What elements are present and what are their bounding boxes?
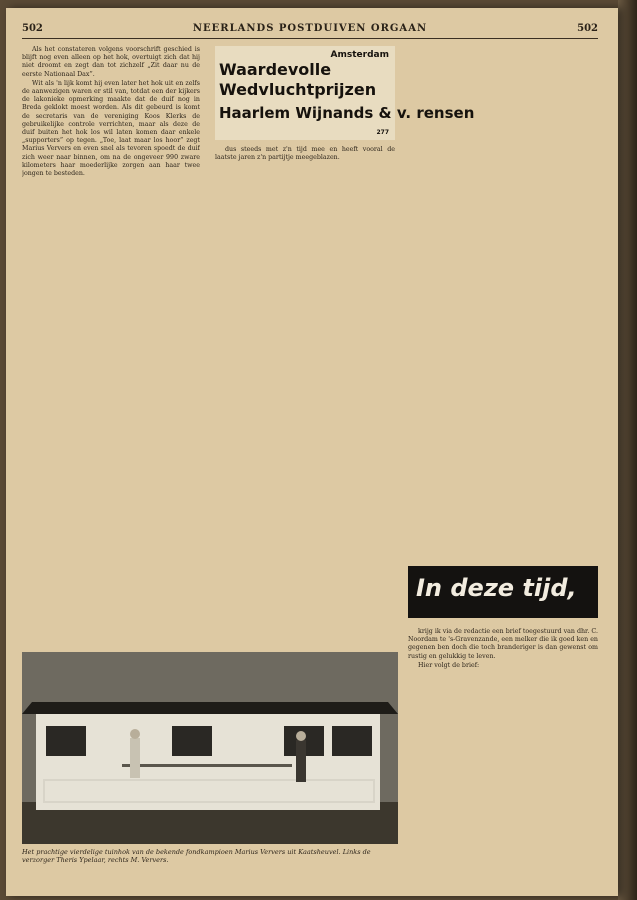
banner-heading: In deze tijd, (416, 574, 577, 602)
loft-ledge (122, 764, 292, 767)
paragraph: Als het constateren volgens voorschrift geschied is blijft nog even alleen op het hok, overtuigt zich dat hij niet droomt en zegt dan tot zichzelf „Zit daar nu de eerste Nationaal Dax”. (22, 46, 200, 78)
loft-window (172, 726, 212, 756)
page-edge-shadow (618, 0, 637, 900)
paragraph: krijg ik via de redactie een brief toegestuurd van dhr. C. Noordam te 's-Gravenzande, een melker die ik goed ken en gegenen ben doch die toch branderiger is dan gewenst om rustig en gelukkig te leven. (408, 628, 598, 660)
page-header (22, 22, 598, 39)
loft-window (332, 726, 372, 756)
ad-city: Amsterdam (330, 50, 389, 60)
publication-title: NEERLANDS POSTDUIVEN ORGAAN (192, 23, 428, 34)
paragraph: dus steeds met z'n tijd mee en heeft vooral de laatste jaren z'n partijtje meegeblazen. (215, 146, 395, 162)
pigeon-loft-photo (22, 652, 398, 844)
article-column-1 (22, 46, 200, 646)
article-column-3-continued (408, 628, 598, 880)
person-left (130, 738, 140, 778)
ad-headline-1: Waardevolle (219, 60, 332, 79)
person-left-head (130, 729, 140, 739)
loft-window (46, 726, 86, 756)
photo-illustration (22, 652, 398, 844)
ad-headline-3: Haarlem Wijnands & v. rensen (219, 104, 475, 122)
advertisement-box (215, 46, 475, 140)
person-right (296, 740, 306, 782)
paragraph: Wit als 'n lijk komt hij even later het hok uit en zelfs de aanwezigen waren er stil van, totdat een der kijkers de lakonieke opmerking maakte dat de duif nog in Breda geklokt moest worden. Als dit gebeurd is komt de secretaris van de vereniging Koos Klerks de gebruikelijke controle verrichten, maar als deze de duif buiten het hok los wil laten komen daar enkele „supporters” op tegen. „Toe, laat maar los hoor” zegt Marius Ververs en even snel als tevoren spoedt de duif zich weer naar binnen, om na de ongeveer 990 zware kilometers haar moederlijke zorgen aan haar twee jongen te besteden. (22, 79, 200, 178)
person-right-head (296, 731, 306, 741)
photo-caption: Het prachtige vierdelige tuinhok van de bekende fondkampioen Marius Ververs uit Kaatsheuvel. Links de verzorger Theris Ypelaar, rechts M. Ververs. (22, 848, 371, 865)
ad-number: 277 (376, 129, 389, 136)
loft-roof (22, 702, 398, 714)
paragraph: Hier volgt de brief: (418, 661, 480, 669)
section-banner (408, 566, 598, 618)
article-column-3 (408, 46, 598, 554)
page-number-left: 502 (22, 23, 43, 34)
ad-headline-2: Wedvluchtprijzen (219, 80, 377, 99)
article-column-2 (215, 146, 395, 646)
page-number-right: 502 (577, 23, 598, 34)
